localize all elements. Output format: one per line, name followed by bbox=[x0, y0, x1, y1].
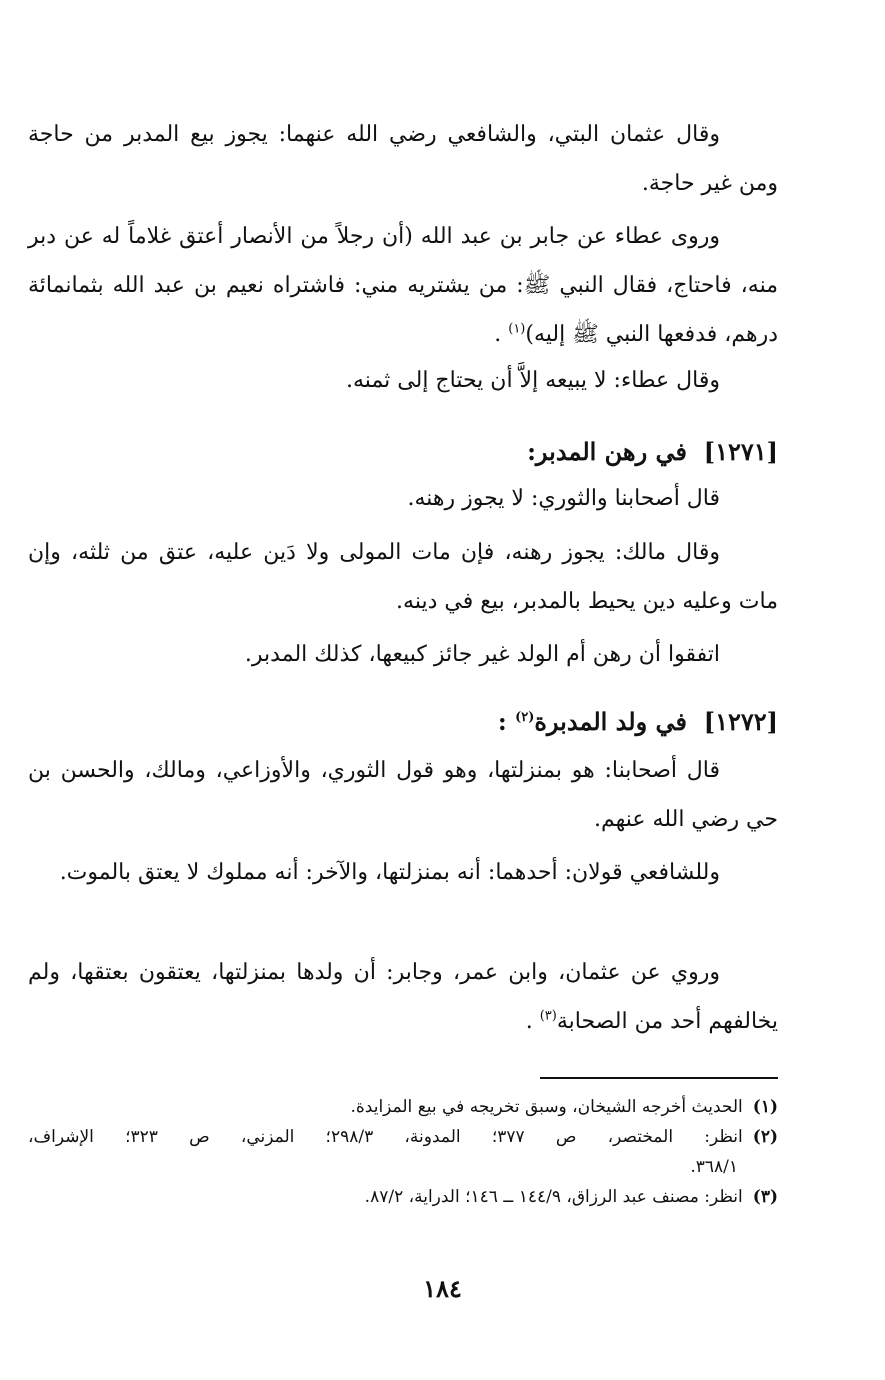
paragraph-3: وقال عطاء: لا يبيعه إلاَّ أن يحتاج إلى ثمنه. bbox=[346, 368, 720, 393]
footnote-3 bbox=[28, 1182, 778, 1212]
paragraph-2 bbox=[28, 212, 778, 359]
page-number: ١٨٤ bbox=[423, 1274, 462, 1303]
footnote-2 bbox=[28, 1122, 778, 1152]
paragraph-9 bbox=[28, 948, 778, 1046]
section-title: في ولد المدبرة bbox=[534, 707, 687, 736]
paragraph-9-end: . bbox=[525, 1009, 533, 1034]
footnote-text: انظر: مصنف عبد الرزاق، ١٤٤/٩ ــ ١٤٦؛ الدراية، ٨٧/٢. bbox=[364, 1187, 743, 1207]
footnote-text: انظر: المختصر، ص ٣٧٧؛ المدونة، ٢٩٨/٣؛ المزني، ص ٣٢٣؛ الإشراف، bbox=[28, 1127, 743, 1147]
section-heading-1272 bbox=[28, 702, 778, 742]
footnote-ref-1: (١) bbox=[508, 321, 526, 337]
paragraph-6: اتفقوا أن رهن أم الولد غير جائز كبيعها، كذلك المدبر. bbox=[244, 642, 720, 667]
footnote-separator bbox=[540, 1077, 778, 1079]
footnote-1 bbox=[28, 1092, 778, 1122]
footnote-number: (٢) bbox=[752, 1127, 778, 1147]
paragraph-9-text: وروي عن عثمان، وابن عمر، وجابر: أن ولدها بمنزلتها، يعتقون بعتقها، ولم يخالفهم أحد من الصحابة bbox=[28, 960, 778, 1034]
paragraph-2-text: وروى عطاء عن جابر بن عبد الله (أن رجلاً من الأنصار أعتق غلاماً له عن دبر منه، فاحتاج، فقال النبي ﷺ: من يشتريه مني: فاشتراه نعيم بن عبد الله بثمانمائة درهم، فدفعها النبي ﷺ إليه) bbox=[28, 224, 778, 347]
paragraph-4: قال أصحابنا والثوري: لا يجوز رهنه. bbox=[407, 486, 720, 511]
footnote-number: (٣) bbox=[752, 1187, 778, 1207]
footnote-number: (١) bbox=[752, 1097, 778, 1117]
paragraph-7: قال أصحابنا: هو بمنزلتها، وهو قول الثوري، والأوزاعي، ومالك، والحسن بن حي رضي الله عنهم. bbox=[28, 758, 778, 832]
footnote-ref-3: (٣) bbox=[539, 1008, 557, 1024]
footnote-2-continued: ٣٦٨/١. bbox=[690, 1157, 738, 1177]
footnotes bbox=[28, 1092, 778, 1212]
section-number: [١٢٧٢] bbox=[703, 707, 778, 736]
paragraph-1: وقال عثمان البتي، والشافعي رضي الله عنهما: يجوز بيع المدبر من حاجة ومن غير حاجة. bbox=[28, 122, 778, 196]
footnote-text: الحديث أخرجه الشيخان، وسبق تخريجه في بيع المزايدة. bbox=[350, 1097, 743, 1117]
section-title-end: : bbox=[497, 707, 507, 736]
section-heading-1271 bbox=[28, 432, 778, 472]
section-title: في رهن المدبر: bbox=[527, 437, 687, 466]
paragraph-5: وقال مالك: يجوز رهنه، فإن مات المولى ولا دَين عليه، عتق من ثلثه، وإن مات وعليه دين يحيط بالمدبر، بيع في دينه. bbox=[28, 540, 778, 614]
section-number: [١٢٧١] bbox=[703, 437, 778, 466]
footnote-ref-2: (٢) bbox=[515, 710, 535, 725]
paragraph-2-end: . bbox=[494, 322, 502, 347]
paragraph-8: وللشافعي قولان: أحدهما: أنه بمنزلتها، والآخر: أنه مملوك لا يعتق بالموت. bbox=[59, 860, 720, 885]
